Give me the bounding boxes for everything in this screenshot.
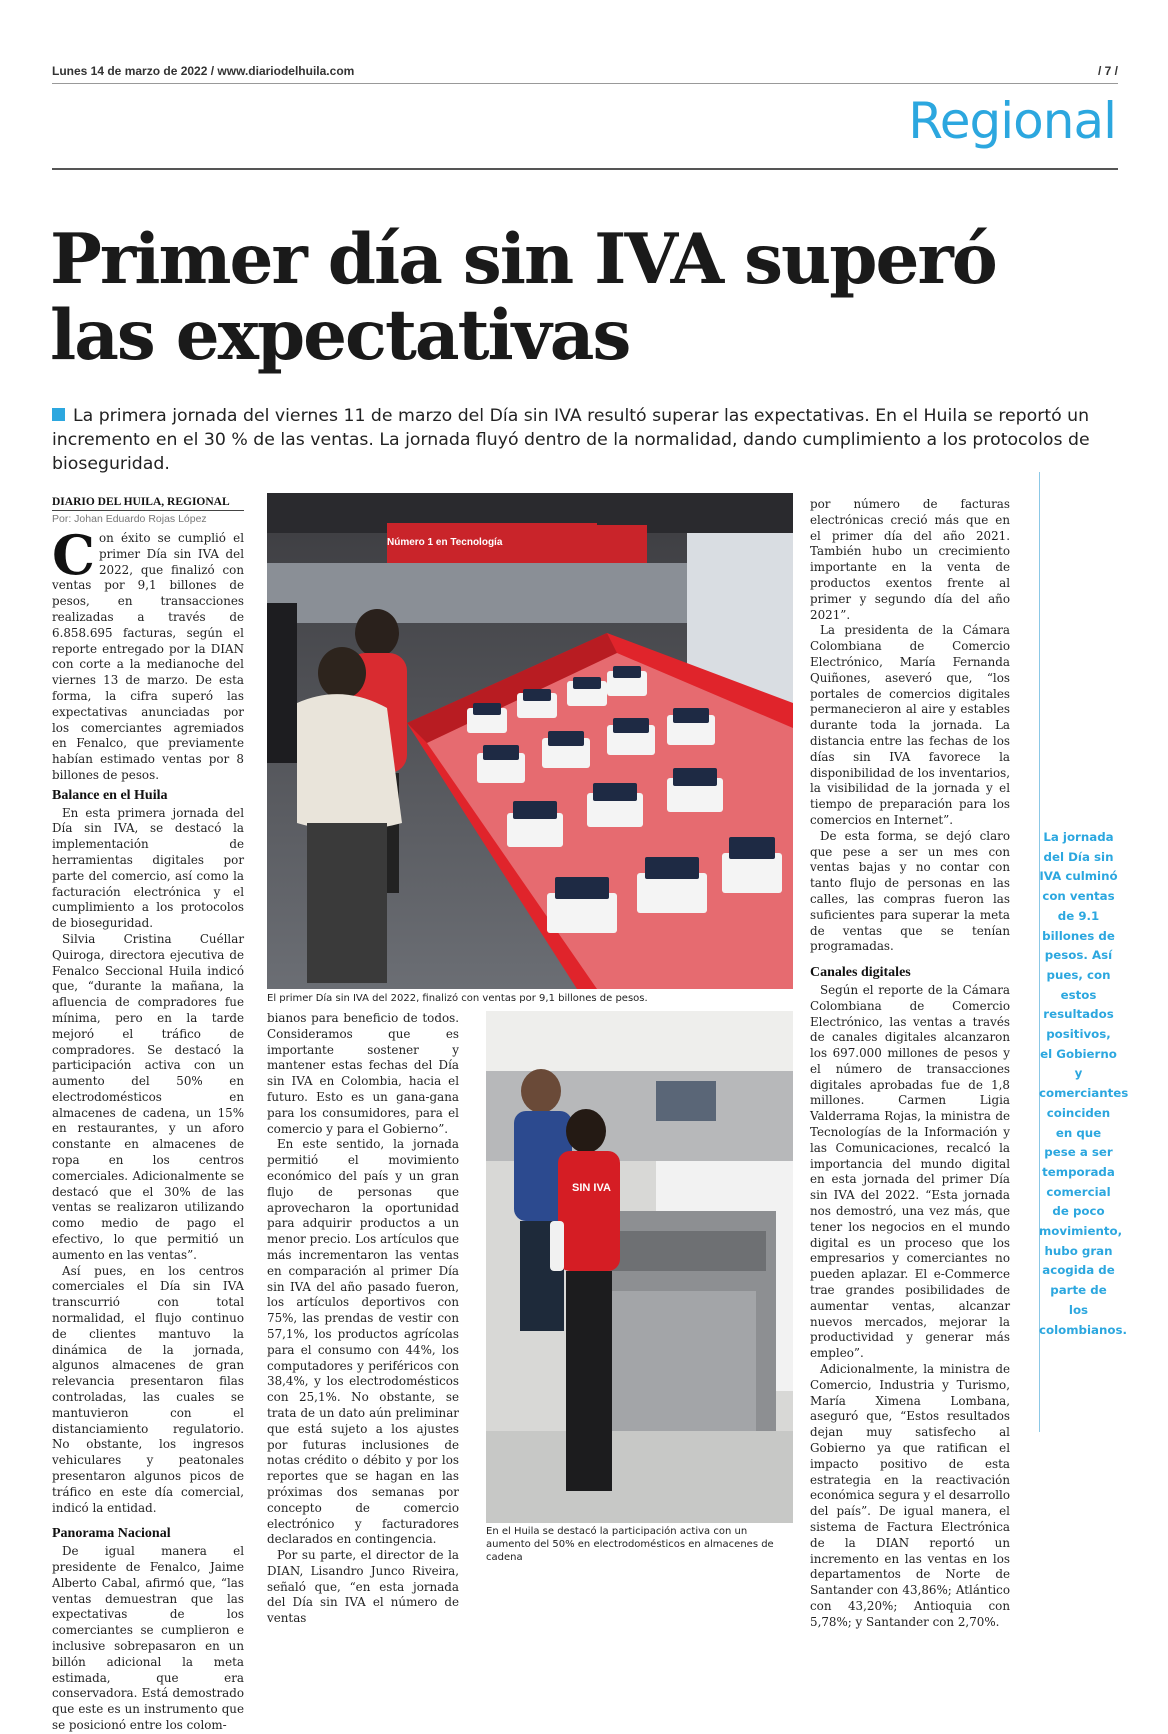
paragraph: Adicionalmente, la ministra de Comercio, Industria y Turismo, María Ximena Lombana, aseguró que, “Estos resultados dejan muy satisfecho al Gobierno ya que ratifican el impacto positivo de esta estrategia en la reactivación económica segura y el desarrollo del país”. De igual manera, el sistema de Factura Electrónica de la DIAN reportó un incremento en las ventas en los departamentos de Norte de Santander con 43,86%; Atlántico con 43,20%; Antioquia con 5,78%; y Santander con 2,70%. (810, 1362, 1010, 1629)
paragraph: por número de facturas electrónicas creció más que en el primer día del año 2021. También hubo un crecimiento importante en la venta de productos exentos frente al primer y segundo día del año 2021”. (810, 497, 1010, 622)
header-divider (52, 83, 1118, 84)
first-paragraph: Con éxito se cumplió el primer Día sin IVA del 2022, que finalizó con ventas por 9,1 billones de pesos, en transacciones realizadas a través de 6.858.695 facturas, según el reporte entregado por la DIAN con corte a la medianoche del viernes 13 de marzo. De esta forma, la cifra superó las expectativas anunciadas por los comerciantes agremiados en Fenalco, que previamente habían estimado ventas por 8 billones de pesos. (52, 523, 244, 782)
lead-text: La primera jornada del viernes 11 de marzo del Día sin IVA resultó superar las expectativas. En el Huila se reportó un incremento en el 30 % de las ventas. La jornada fluyó dentro de la normalidad, dando cumplimiento a los protocolos de bioseguridad. (52, 406, 1090, 474)
paragraph: Así pues, en los centros comerciales el Día sin IVA transcurrió con total normalidad, el flujo continuo de clientes mantuvo la dinámica de la jornada, algunos almacenes de gran relevancia presentaron filas controladas, las cuales se mantuvieron con el distanciamiento regulatorio. No obstante, los ingresos vehiculares y peatonales presentaron algunos picos de tráfico en este día comercial, indicó la entidad. (52, 1263, 244, 1515)
byline: DIARIO DEL HUILA, REGIONAL (52, 496, 230, 508)
headline (50, 219, 1130, 376)
paragraph: Según el reporte de la Cámara Colombiana de Comercio Electrónico, las ventas a través de canales digitales alcanzaron los 697.000 millones de pesos y el número de transacciones digitales aprobadas fue de 1,8 millones. Carmen Ligia Valderrama Rojas, la ministra de Tecnologías de la Información y las Comunicaciones, recalcó la importancia del mundo digital en esta jornada del primer Día sin IVA del 2022. “Esta jornada nos demostró, una vez más, que tener los negocios en el mundo digital es un proceso que los empresarios y comerciantes no pueden aplazar. El e-Commerce trae grandes posibilidades de aumentar ventas, alcanzar nuevos mercados, mejorar la productividad y generar más empleo”. (810, 982, 1010, 1361)
section-divider (52, 168, 1118, 170)
paragraph: La presidenta de la Cámara Colombiana de Comercio Electrónico, María Fernanda Quiñones, aseveró que, “los portales de comercios digitales permanecieron al aire y estables durante toda la jornada. La distancia entre las fechas de los días sin IVA favorece la disponibilidad de los inventarios, la visibilidad de la jornada y el tiempo de preparación para los comercios en Internet”. (810, 623, 1010, 827)
paragraph: De esta forma, se dejó claro que pese a ser un mes con ventas bajas y no contar con tanto flujo de personas en las calles, las compras fueron las suficientes para superar la meta de ventas que se tenían programadas. (810, 828, 1010, 954)
section-title: Regional (908, 92, 1116, 150)
paragraph: Por su parte, el director de la DIAN, Lisandro Junco Riveira, señaló que, “en esta jornada del Día sin IVA el número de ventas (267, 1548, 459, 1626)
subhead-panorama: Panorama Nacional (52, 1526, 171, 1542)
page-number: / 7 / (1097, 64, 1118, 78)
paragraph: En esta primera jornada del Día sin IVA, se destacó la implementación de herramientas digitales por parte del comercio, así como la facturación electrónica y el cumplimiento a los protocolos de bioseguridad. (52, 805, 244, 931)
paragraph: Silvia Cristina Cuéllar Quiroga, directora ejecutiva de Fenalco Seccional Huila indicó que, “durante la mañana, la afluencia de compradores fue mínima, pero en la tarde mejoró el tráfico de compradores. Se destacó la participación activa con un aumento del 50% en electrodomésticos en almacenes de cadena, un 15% en restaurantes, y un aforo constante en almacenes de ropa en los centros comerciales. Adicionalmente se destacó que el 30% de las ventas se realizaron utilizando como medio de pago el efectivo, lo que permitió un aumento en las ventas”. (52, 931, 244, 1262)
caption-photo-1: El primer Día sin IVA del 2022, finalizó con ventas por 9,1 billones de pesos. (267, 993, 648, 1004)
shirt-text: SIN IVA (572, 1182, 611, 1194)
store-sign: Número 1 en Tecnología (387, 537, 503, 548)
pull-quote: La jornada del Día sin IVA culminó con ventas de 9.1 billones de pesos. Así pues, con estos resultados positivos, el Gobierno y comerciantes coinciden en que pese a ser temporada comercial de poco movimiento, hubo gran acogida de parte de los colombianos. (1039, 830, 1129, 1337)
photo-store-phones-illustration (267, 493, 793, 989)
date-url: Lunes 14 de marzo de 2022 / www.diariodelhuila.com (52, 64, 355, 78)
drop-cap: C (52, 523, 95, 587)
bullet-square-icon (52, 408, 65, 421)
page-header (52, 64, 1118, 80)
photo-store-appliances-illustration (486, 1011, 793, 1523)
column-2 (267, 1011, 459, 1627)
byline-divider (52, 510, 244, 511)
paragraph: En este sentido, la jornada permitió el movimiento económico del país y un gran flujo de personas que aprovecharon la oportunidad para adquirir productos a un menor precio. Los artículos que más incrementaron las ventas en comparación al primer Día sin IVA del año pasado fueron, los artículos deportivos con 75%, las prendas de vestir con 57,1%, los productos agrícolas para el consumo con 44%, los computadores y periféricos con 38,4%, y los electrodomésticos con 25,1%. No obstante, se trata de un dato aún preliminar que está sujeto a los ajustes por futuras inclusiones de notas crédito o débito y por los reportes que se hagan en las próximas dos semanas por concepto de comercio electrónico y facturadores declarados en contingencia. (267, 1137, 459, 1547)
subhead-balance: Balance en el Huila (52, 787, 168, 803)
lead-paragraph (52, 404, 1118, 476)
photo-store-phones (267, 493, 793, 989)
column-1 (52, 523, 244, 1734)
paragraph: bianos para beneficio de todos. Consideramos que es importante sostener y mantener estas fechas del Día sin IVA en Colombia, hacia el futuro. Esto es un gana-gana para los consumidores, para el comercio y para el Gobierno”. (267, 1011, 459, 1136)
paragraph: De igual manera el presidente de Fenalco, Jaime Alberto Cabal, afirmó que, “las ventas demuestran que las expectativas de los comerciantes se cumplieron e inclusive sobrepasaron en un billón adicional la meta estimada, que era conservadora. Está demostrado que este es un instrumento que se posicionó entre los colom- (52, 1544, 244, 1732)
headline-line-2: las expectativas (50, 295, 630, 376)
photo-store-appliances (486, 1011, 793, 1523)
author: Por: Johan Eduardo Rojas López (52, 513, 207, 525)
caption-photo-2: En el Huila se destacó la participación activa con un aumento del 50% en electrodomésticos en almacenes de cadena (486, 1526, 774, 1563)
headline-line-1: Primer día sin IVA superó (50, 219, 996, 300)
column-3 (810, 497, 1010, 1631)
subhead-canales: Canales digitales (810, 965, 911, 981)
